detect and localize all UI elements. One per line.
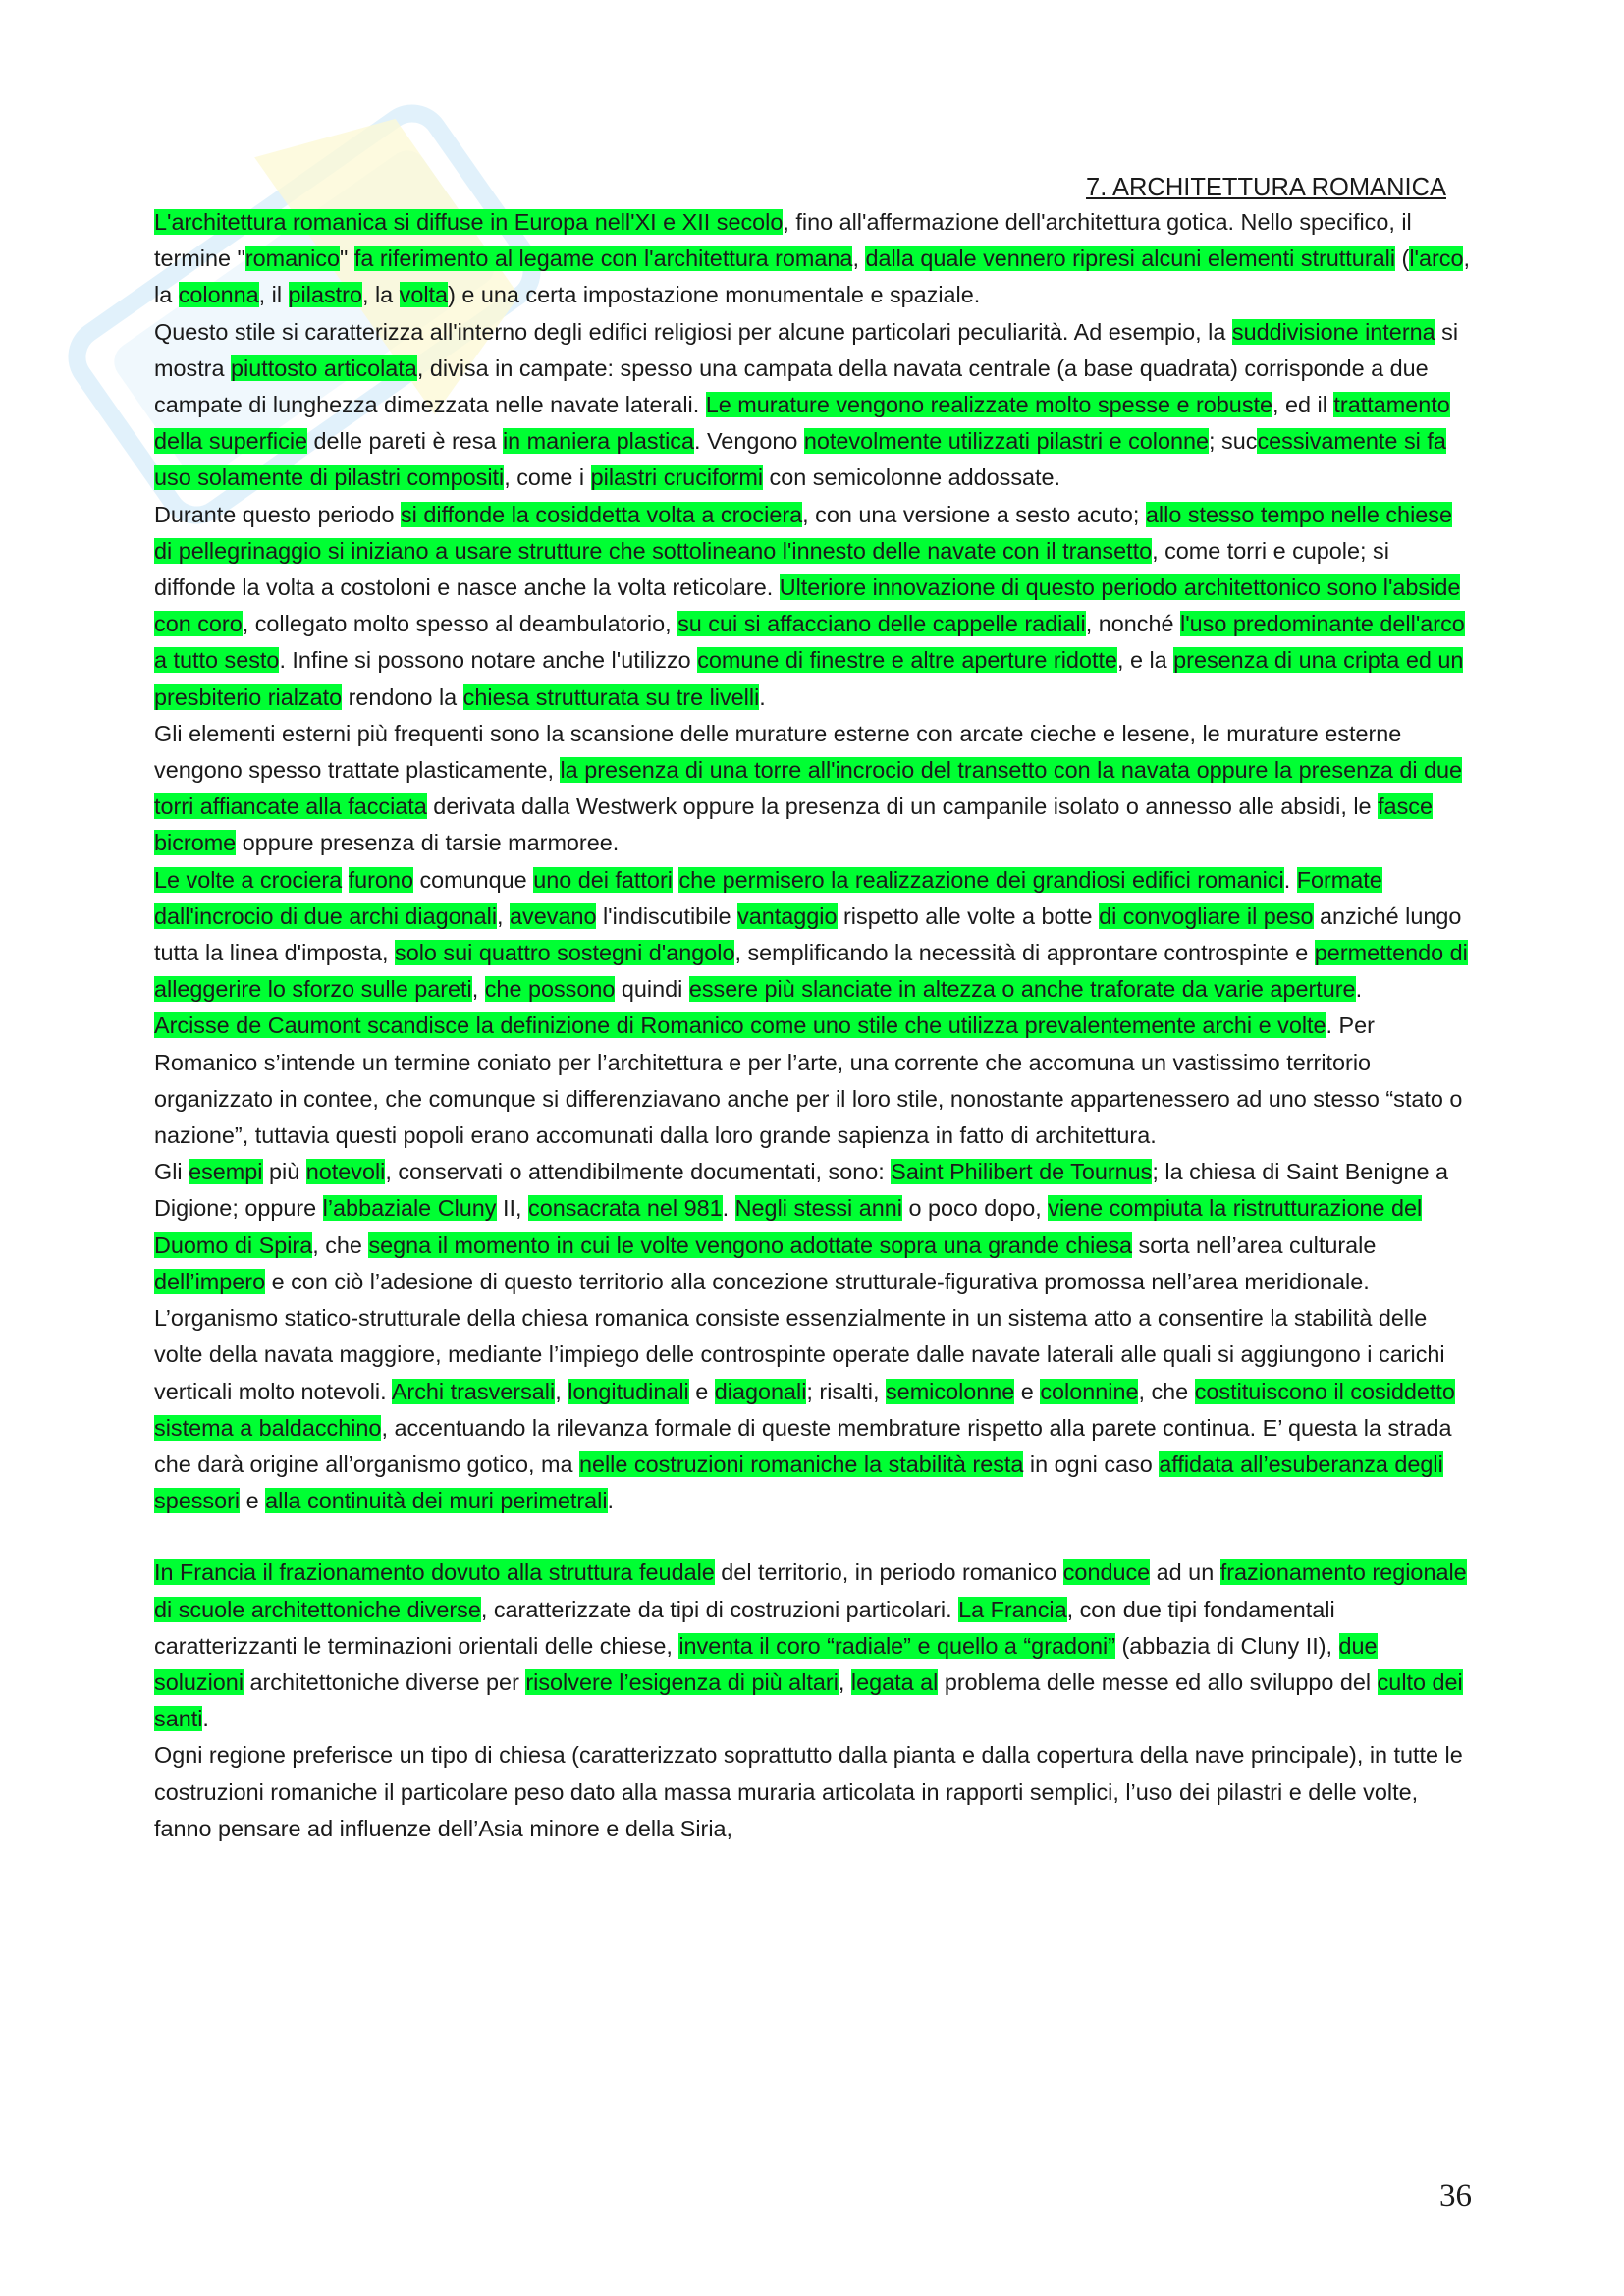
body-text: sorta nell’area culturale — [1132, 1231, 1377, 1258]
paragraph-gap — [154, 1519, 1470, 1555]
page-title: 7. ARCHITETTURA ROMANICA — [1086, 174, 1446, 201]
highlighted-text: colonnine — [1040, 1378, 1139, 1404]
body-text: , ed il — [1272, 392, 1334, 418]
highlighted-text: longitudinali — [568, 1378, 689, 1404]
body-text: . — [722, 1195, 735, 1222]
body-text: con semicolonne addossate. — [763, 465, 1061, 491]
body-text: e — [240, 1488, 266, 1514]
body-text: , — [497, 902, 511, 929]
body-text: anziché lungo tutta la linea d'imposta, — [154, 902, 1462, 966]
body-text: Ogni regione preferisce un tipo di chiesa (caratterizzato soprattutto dalla pianta e dalla copertura della nave principale), in tutte le costruzioni romaniche il particolare peso dato alla massa muraria articolata in rapporti semplici, l’uso dei pilastri e delle volte, fanno pensare ad influenze dell’Asia minore e della Siria, — [154, 1742, 1463, 1841]
body-text: del territorio, in periodo romanico — [714, 1559, 1063, 1586]
highlighted-text: Le volte a crociera — [154, 866, 343, 893]
paragraph — [154, 314, 1470, 497]
highlighted-text: si diffonde la cosiddetta volta a crociera — [400, 501, 803, 527]
highlighted-text: di convogliare il peso — [1099, 902, 1314, 929]
paragraph — [154, 1737, 1470, 1847]
paragraph — [154, 1154, 1470, 1519]
body-text: o poco dopo, — [901, 1195, 1049, 1222]
highlighted-text: allo stesso tempo nelle chiese di pellegrinaggio si iniziano a usare strutture che sottolineano l'innesto delle navate con il transetto — [154, 501, 1452, 564]
body-text: delle pareti è resa — [307, 428, 503, 455]
highlighted-text: fasce bicrome — [154, 793, 1433, 856]
highlighted-text: segna il momento in cui le volte vengono adottate sopra una grande chiesa — [368, 1231, 1133, 1258]
body-text: , collegato molto spesso al deambulatorio, — [242, 611, 678, 637]
document-content — [154, 204, 1470, 1847]
body-text: architettoniche diverse per — [244, 1668, 526, 1695]
body-text: rendono la — [342, 683, 463, 710]
body-text: in ogni caso — [1023, 1450, 1160, 1477]
highlighted-text: notevoli — [305, 1159, 386, 1185]
highlighted-text: cessivamente si fa uso solamente di pilastri compositi — [154, 428, 1446, 491]
body-text: Gli — [154, 1159, 189, 1185]
highlighted-text: esempi — [189, 1159, 263, 1185]
body-text: . Vengono — [694, 428, 804, 455]
highlighted-text: Negli stessi anni — [734, 1195, 902, 1222]
body-text: , — [471, 976, 485, 1003]
paragraph — [154, 1555, 1470, 1737]
highlighted-text: consacrata nel 981 — [528, 1195, 723, 1222]
body-text: , divisa in campate: spesso una campata della navata centrale (a base quadrata) corrisponde a due campate di lunghezza dimezzata nelle navate laterali. — [154, 355, 1429, 418]
highlighted-text: risolvere l’esigenza di più altari — [525, 1668, 839, 1695]
body-text: , fino all'affermazione dell'architettura gotica. Nello specifico, il termine " — [154, 209, 1412, 272]
highlighted-text: chiesa strutturata su tre livelli — [462, 683, 760, 710]
body-text: ; suc — [1209, 428, 1258, 455]
body-text: più — [262, 1159, 306, 1185]
highlighted-text: viene compiuta la ristrutturazione del Duomo di Spira — [154, 1195, 1423, 1258]
body-text: , — [555, 1378, 568, 1404]
highlighted-text: l’abbaziale Cluny — [322, 1195, 497, 1222]
body-text: Gli elementi esterni più frequenti sono la scansione delle murature esterne con arcate cieche e lesene, le murature esterne vengono spesso trattate plasticamente, — [154, 720, 1402, 784]
highlighted-text: fa riferimento al legame con l'architettura romana — [353, 246, 853, 272]
body-text: ) e una certa impostazione monumentale e spaziale. — [448, 282, 981, 308]
body-text: , conservati o attendibilmente documentati, sono: — [385, 1159, 892, 1185]
highlighted-text: diagonali — [714, 1378, 807, 1404]
body-text: . — [607, 1488, 615, 1514]
highlighted-text: l'uso predominante dell'arco a tutto sesto — [154, 611, 1465, 674]
highlighted-text: frazionamento regionale di scuole architettoniche diverse — [154, 1559, 1467, 1622]
highlighted-text: In Francia il frazionamento dovuto alla struttura feudale — [154, 1559, 715, 1586]
body-text: , il — [258, 282, 289, 308]
body-text: , la — [361, 282, 400, 308]
highlighted-text: solo sui quattro sostegni d'angolo — [395, 940, 735, 966]
highlighted-text: L'architettura romanica si diffuse in Europa nell'XI e XII secolo — [154, 209, 784, 235]
highlighted-text: dell’impero — [154, 1268, 266, 1294]
body-text: , come torri e cupole; si diffonde la volta a costoloni e nasce anche la volta reticolare. — [154, 537, 1389, 601]
paragraph — [154, 862, 1470, 1009]
body-text: comunque — [412, 866, 534, 893]
highlighted-text: romanico — [244, 246, 341, 272]
body-text: , che — [312, 1231, 369, 1258]
paragraph — [154, 204, 1470, 314]
highlighted-text: permettendo di alleggerire lo sforzo sulle pareti — [154, 940, 1468, 1003]
highlighted-text: colonna — [178, 282, 259, 308]
highlighted-text: vantaggio — [737, 902, 838, 929]
paragraph — [154, 716, 1470, 862]
highlighted-text: La Francia — [958, 1596, 1067, 1622]
highlighted-text: presenza di una cripta ed un presbiterio rialzato — [154, 647, 1464, 710]
highlighted-text: suddivisione interna — [1231, 318, 1435, 345]
body-text: oppure presenza di tarsie marmoree. — [236, 830, 620, 856]
highlighted-text: semicolonne — [885, 1378, 1015, 1404]
body-text: (abbazia di Cluny II), — [1115, 1632, 1339, 1659]
body-text: , caratterizzate da tipi di costruzioni particolari. — [480, 1596, 959, 1622]
page-number: 36 — [1439, 2178, 1472, 2214]
highlighted-text: notevolmente utilizzati pilastri e colonne — [803, 428, 1210, 455]
body-text: , — [838, 1668, 851, 1695]
body-text: . — [202, 1706, 209, 1732]
body-text: , accentuando la rilevanza formale di queste membrature rispetto alla parete continua. E’ questa la strada che darà origine all’organismo gotico, ma — [154, 1414, 1452, 1477]
body-text: . — [759, 683, 766, 710]
highlighted-text: Le murature vengono realizzate molto spesse e robuste — [705, 392, 1273, 418]
body-text: ad un — [1150, 1559, 1220, 1586]
body-text: , nonché — [1085, 611, 1180, 637]
highlighted-text: costituiscono il cosiddetto sistema a baldacchino — [154, 1378, 1455, 1441]
highlighted-text: pilastro — [288, 282, 362, 308]
body-text: , come i — [504, 465, 591, 491]
body-text: Durante questo periodo — [154, 501, 401, 527]
body-text: II, — [496, 1195, 528, 1222]
highlighted-text: alla continuità dei muri perimetrali — [265, 1488, 608, 1514]
body-text: , la — [154, 246, 1470, 308]
highlighted-text: Formate dall'incrocio di due archi diagonali — [154, 866, 1382, 929]
highlighted-text: Ulteriore innovazione di questo periodo architettonico sono l'abside con coro — [154, 574, 1461, 637]
highlighted-text: in maniera plastica — [502, 428, 694, 455]
highlighted-text: la presenza di una torre all'incrocio del transetto con la navata oppure la presenza di due torri affiancate alla facciata — [154, 757, 1463, 820]
highlighted-text: inventa il coro “radiale” e quello a “gradoni” — [678, 1632, 1116, 1659]
body-text: ; risalti, — [806, 1378, 886, 1404]
highlighted-text: uno dei fattori — [533, 866, 673, 893]
document-body — [154, 171, 1470, 1847]
body-text: e — [688, 1378, 715, 1404]
highlighted-text: comune di finestre e altre aperture ridotte — [697, 647, 1117, 674]
highlighted-text: l'arco — [1409, 246, 1464, 272]
highlighted-text: nelle costruzioni romaniche la stabilità resta — [578, 1450, 1024, 1477]
highlighted-text: furono — [348, 866, 413, 893]
paragraph — [154, 497, 1470, 716]
highlighted-text: Saint Philibert de Tournus — [891, 1159, 1153, 1185]
highlighted-text: piuttosto articolata — [230, 355, 417, 381]
highlighted-text: conduce — [1062, 1559, 1151, 1586]
body-text: . Per Romanico s’intende un termine coniato per l’architettura e per l’arte, una corrente che accomuna un vastissimo territorio organizzato in contee, che comunque si differenziavano anche per il loro stile, nonostante appartenessero ad uno stesso “stato o nazione”, tuttavia questi popoli erano accomunati dalla loro grande sapienza in fatto di architettura. — [154, 1012, 1463, 1149]
body-text: si mostra — [154, 318, 1459, 381]
body-text: . — [1283, 866, 1297, 893]
body-text: ; la chiesa di Saint Benigne a Digione; oppure — [154, 1159, 1449, 1222]
paragraph — [154, 1008, 1470, 1154]
body-text: , con due tipi fondamentali caratterizzanti le terminazioni orientali delle chiese, — [154, 1596, 1335, 1659]
highlighted-text: pilastri cruciformi — [590, 465, 764, 491]
body-text: . Infine si possono notare anche l'utilizzo — [279, 647, 698, 674]
body-text: , e la — [1116, 647, 1174, 674]
body-text: ( — [1395, 246, 1410, 272]
highlighted-text: affidata all’esuberanza degli spessori — [154, 1450, 1443, 1514]
body-text: problema delle messe ed allo sviluppo del — [938, 1668, 1378, 1695]
body-text: rispetto alle volte a botte — [837, 902, 1100, 929]
body-text: quindi — [615, 976, 689, 1003]
body-text: , che — [1138, 1378, 1195, 1404]
highlighted-text: che possono — [484, 976, 616, 1003]
highlighted-text: due soluzioni — [154, 1632, 1378, 1695]
body-text: derivata dalla Westwerk oppure la presenza di un campanile isolato o annesso alle absidi, le — [426, 793, 1379, 820]
highlighted-text: trattamento della superficie — [154, 392, 1450, 455]
highlighted-text: legata al — [850, 1668, 939, 1695]
body-text: " — [340, 246, 354, 272]
body-text: e — [1014, 1378, 1041, 1404]
highlighted-text: avevano — [510, 902, 597, 929]
highlighted-text: che permisero la realizzazione dei grandiosi edifici romanici — [678, 866, 1284, 893]
highlighted-text: su cui si affacciano delle cappelle radiali — [677, 611, 1086, 637]
body-text: e con ciò l’adesione di questo territorio alla concezione strutturale-figurativa promossa nell’area meridionale. L’organismo statico-strutturale della chiesa romanica consiste essenzialmente in un sistema atto a consentire la stabilità delle volte della navata maggiore, mediante l’impiego delle controspinte operate dalle navate laterali alle quali si aggiungono i carichi verticali molto notevoli. — [154, 1268, 1445, 1404]
body-text: , con una versione a sesto acuto; — [802, 501, 1146, 527]
highlighted-text: Archi trasversali — [391, 1378, 556, 1404]
highlighted-text: culto dei santi — [154, 1668, 1463, 1732]
body-text: Questo stile si caratterizza all'interno degli edifici religiosi per alcune particolari peculiarità. Ad esempio, la — [154, 318, 1232, 345]
body-text — [342, 867, 349, 893]
highlighted-text: Arcisse de Caumont scandisce la definizione di Romanico come uno stile che utilizza prevalentemente archi e volte — [154, 1012, 1326, 1039]
highlighted-text: essere più slanciate in altezza o anche traforate da varie aperture — [688, 976, 1356, 1003]
body-text: . — [1355, 976, 1363, 1003]
body-text: , semplificando la necessità di approntare controspinte e — [734, 940, 1315, 966]
highlighted-text: dalla quale vennero ripresi alcuni elementi strutturali — [865, 246, 1396, 272]
highlighted-text: volta — [399, 282, 449, 308]
body-text: l'indiscutibile — [596, 902, 738, 929]
body-text: , — [852, 246, 866, 272]
